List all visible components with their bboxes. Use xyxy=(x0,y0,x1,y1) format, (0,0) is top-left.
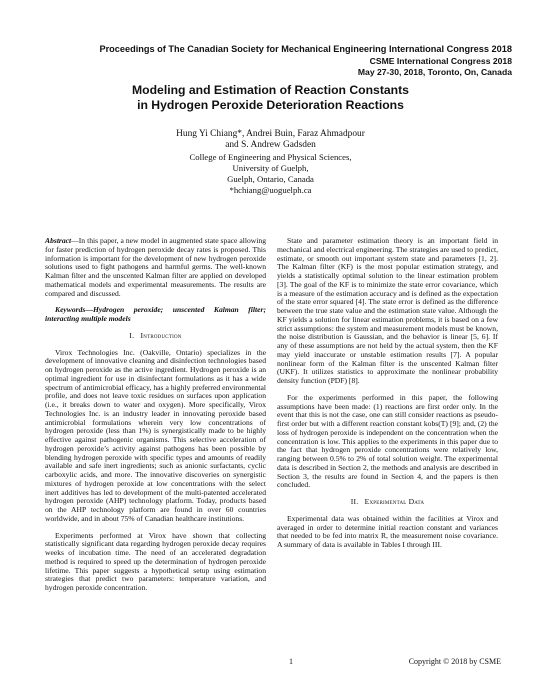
dates-line: May 27-30, 2018, Toronto, On, Canada xyxy=(357,67,512,77)
page-number: 1 xyxy=(289,657,293,666)
intro-paragraph-3: State and parameter estimation theory is an important field in mechanical and electrical engineering. The strategies are used to predict, estimate, or smooth out important system state and parameters [1, 2]. The Kalman filter (KF) is the most popular estimation strategy, and yields a statistically optimal solution to the linear estimation problem [3]. The goal of the KF is to minimize the state error covariance, which is a measure of the estimation accuracy and is defined as the expectation of the state error squared [4]. The state error is defined as the difference between the true state value and the estimation state value. Although the KF yields a solution for linear estimation problems, it is based on a few strict assumptions: the system and measurement models must be known, the noise distribution is Gaussian, and the behavior is linear [5, 6]. If any of these assumptions are not held by the actual system, then the KF may yield inaccurate or unstable estimation results [7]. A popular nonlinear form of the Kalman filter is the unscented Kalman filter (UKF). It utilizes statistics to approximate the nonlinear probability density function (PDF) [8]. xyxy=(277,236,498,385)
title-line-1: Modeling and Estimation of Reaction Constants xyxy=(132,83,409,97)
affiliation-line-3: Guelph, Ontario, Canada xyxy=(227,174,314,184)
conference-header xyxy=(0,44,512,79)
abstract-text: —In this paper, a new model in augmented state space allowing for faster prediction of hydrogen peroxide decay rates is proposed. This information is important for the development of new hydrogen peroxide solutions used to fight pathogens and harmful germs. The well-known Kalman filter and the unscented Kalman filter are applied on developed mathematical models and experimental measurements. The results are compared and discussed. xyxy=(45,236,266,298)
affiliation-line-1: College of Engineering and Physical Sciences, xyxy=(189,152,352,162)
section-1-heading xyxy=(45,332,266,341)
abstract-label: Abstract xyxy=(45,236,72,245)
keywords-label: Keywords xyxy=(55,305,86,315)
page-footer xyxy=(0,657,541,669)
author-block xyxy=(0,129,541,196)
proceedings-line: Proceedings of The Canadian Society for Mechanical Engineering International Congress 2018 xyxy=(99,44,512,54)
affiliation-line-2: University of Guelph, xyxy=(232,163,309,173)
section-1-number: I. xyxy=(129,330,135,340)
keywords-paragraph xyxy=(45,306,266,324)
right-column xyxy=(277,237,498,558)
copyright-notice: Copyright © 2018 by CSME xyxy=(408,657,501,666)
author-email: *hchiang@uoguelph.ca xyxy=(229,185,312,195)
intro-paragraph-4: For the experiments performed in this paper, the following assumptions have been made: (1) reactions are first order only. In the event that this is not the case, one can still consider reactions as pseudo-first order but with a different reaction constant kobs(T) [9]; and, (2) the loss of hydrogen peroxide is independent on the concentration when the concentration is low. This applies to the experiments in this paper due to the fact that hydrogen peroxide concentrations were relatively low, ranging between 0.5% to 2% of total solution weight. The experimental data is described in Section 2, the methods and analysis are described in Section 3, the results are found in Section 4, and the papers is then concluded. xyxy=(277,392,498,490)
section-2-title: Experimental Data xyxy=(364,497,425,506)
section-2-heading xyxy=(277,498,498,507)
section-1-title: Introduction xyxy=(140,330,182,340)
congress-line: CSME International Congress 2018 xyxy=(369,55,512,66)
experimental-data-paragraph: Experimental data was obtained within the facilities at Virox and averaged in order to determine initial reaction constant and variances that needed to be fed into matrix R, the measurement noise covariance. A summary of data is available in Tables I through III. xyxy=(277,513,498,549)
paper-title xyxy=(0,83,541,112)
left-column xyxy=(45,237,266,601)
section-2-number: II. xyxy=(350,497,359,506)
keywords-text: —Hydrogen peroxide; unscented Kalman filter; interacting multiple models xyxy=(45,305,266,323)
authors-line-1: Hung Yi Chiang*, Andrei Buin, Faraz Ahmadpour xyxy=(176,129,365,139)
intro-paragraph-1: Virox Technologies Inc. (Oakville, Ontario) specializes in the development of innovative cleaning and disinfection technologies based on hydrogen peroxide as the active ingredient. Hydrogen peroxide is an optimal ingredient for use in disinfectant formulations as it has a wide spectrum of antimicrobial efficacy, has a highly preferred environmental profile, and does not leave toxic residues on surfaces upon application (i.e., it breaks down to water and oxygen). More specifically, Virox Technologies Inc. is an industry leader in innovating peroxide based antimicrobial formulations wherein very low concentrations of hydrogen peroxide (less than 1%) is synergistically made to be highly effective against pathogenic organisms. This selective acceleration of hydrogen peroxide’s activity against pathogens has been possible by blending hydrogen peroxide with specific types and amounts of readily available and safe inert ingredients; such as anionic surfactants, cyclic carboxylic acids, and more. The innovative discoveries on synergistic mixtures of hydrogen peroxide at low concentrations with the select inert additives has led to development of the multi-patented accelerated hydrogen peroxide (AHP) technology platform. Today, products based on the AHP technology platform are found in over 60 countries worldwide, and in about 75% of Canadian healthcare institutions. xyxy=(45,347,266,523)
authors-line-2: and S. Andrew Gadsden xyxy=(225,140,316,150)
intro-paragraph-2: Experiments performed at Virox have shown that collecting statistically significant data regarding hydrogen peroxide decay requires weeks of incubation time. The need of an accelerated degradation method is required to speed up the determination of hydrogen peroxide lifetime. This paper suggests a hypothetical setup using estimation strategies that predict two parameters: temperature variation, and hydrogen peroxide concentration. xyxy=(45,530,266,592)
abstract-paragraph xyxy=(45,237,266,298)
title-line-2: in Hydrogen Peroxide Deterioration Reactions xyxy=(137,97,404,112)
